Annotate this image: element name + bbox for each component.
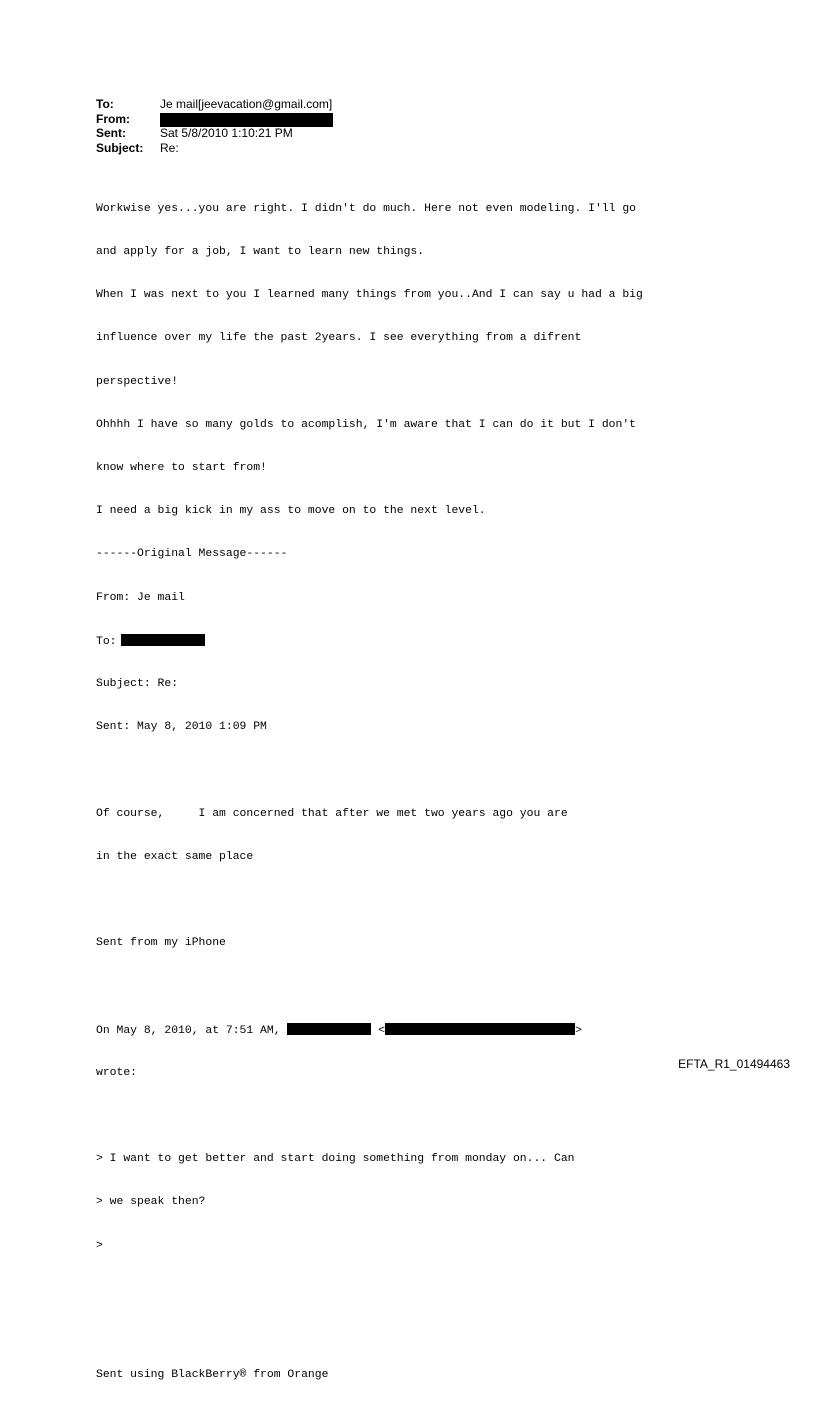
header-sent-row bbox=[96, 126, 333, 141]
redacted-name-block bbox=[287, 1023, 371, 1035]
reply-line: I need a big kick in my ass to move on to the next level. bbox=[96, 505, 486, 518]
original-to-line bbox=[96, 634, 643, 648]
to-value: Je mail[jeevacation@gmail.com] bbox=[160, 97, 333, 111]
attribution-prefix: On May 8, 2010, at 7:51 AM, bbox=[96, 1024, 288, 1037]
original-sent-line: Sent: May 8, 2010 1:09 PM bbox=[96, 721, 267, 734]
blank-line bbox=[96, 979, 643, 993]
message-line: Of course, I am concerned that after we met two years ago you are bbox=[96, 807, 568, 820]
reply-line: Ohhhh I have so many golds to acomplish, I'm aware that I can do it but I don't bbox=[96, 418, 637, 431]
redacted-from-block bbox=[160, 113, 333, 127]
sent-label: Sent: bbox=[96, 126, 126, 140]
quoted-line: > we speak then? bbox=[96, 1196, 206, 1209]
original-to-label: To: bbox=[96, 635, 117, 648]
wrote-line: wrote: bbox=[96, 1066, 138, 1079]
subject-label: Subject: bbox=[96, 140, 144, 155]
attribution-lt: < bbox=[371, 1024, 386, 1037]
reply-line: influence over my life the past 2years. I see everything from a difrent bbox=[96, 332, 582, 345]
original-message-separator: ------Original Message------ bbox=[96, 548, 288, 561]
blackberry-signature: Sent using BlackBerry® from Orange bbox=[96, 1369, 329, 1382]
header-to-row bbox=[96, 97, 333, 112]
email-body bbox=[96, 173, 643, 1412]
reply-line: perspective! bbox=[96, 375, 179, 388]
to-label: To: bbox=[96, 97, 114, 111]
reply-line: When I was next to you I learned many things from you..And I can say u had a big bbox=[96, 289, 643, 302]
original-from-line: From: Je mail bbox=[96, 591, 185, 604]
redacted-to-block bbox=[121, 634, 205, 646]
email-header bbox=[96, 97, 333, 155]
blank-line bbox=[96, 1282, 643, 1296]
reply-line: Workwise yes...you are right. I didn't do much. Here not even modeling. I'll go bbox=[96, 202, 637, 215]
reply-line: and apply for a job, I want to learn new things. bbox=[96, 246, 425, 259]
message-line: in the exact same place bbox=[96, 850, 254, 863]
sent-value: Sat 5/8/2010 1:10:21 PM bbox=[160, 126, 293, 140]
blank-line bbox=[96, 1325, 643, 1339]
document-id: EFTA_R1_01494463 bbox=[678, 1057, 790, 1071]
blank-line bbox=[96, 893, 643, 907]
subject-value: Re: bbox=[160, 140, 179, 155]
redacted-email-block bbox=[385, 1023, 575, 1035]
blank-line bbox=[96, 1109, 643, 1123]
attribution-gt: > bbox=[575, 1024, 582, 1037]
header-from-row bbox=[96, 112, 333, 127]
from-label: From: bbox=[96, 111, 130, 126]
attribution-line bbox=[96, 1023, 643, 1037]
original-subject-line: Subject: Re: bbox=[96, 678, 179, 691]
quoted-line: > I want to get better and start doing something from monday on... Can bbox=[96, 1153, 575, 1166]
reply-line: know where to start from! bbox=[96, 462, 267, 475]
quoted-line: > bbox=[96, 1239, 103, 1252]
header-subject-row bbox=[96, 141, 333, 156]
blank-line bbox=[96, 763, 643, 777]
iphone-signature: Sent from my iPhone bbox=[96, 937, 226, 950]
